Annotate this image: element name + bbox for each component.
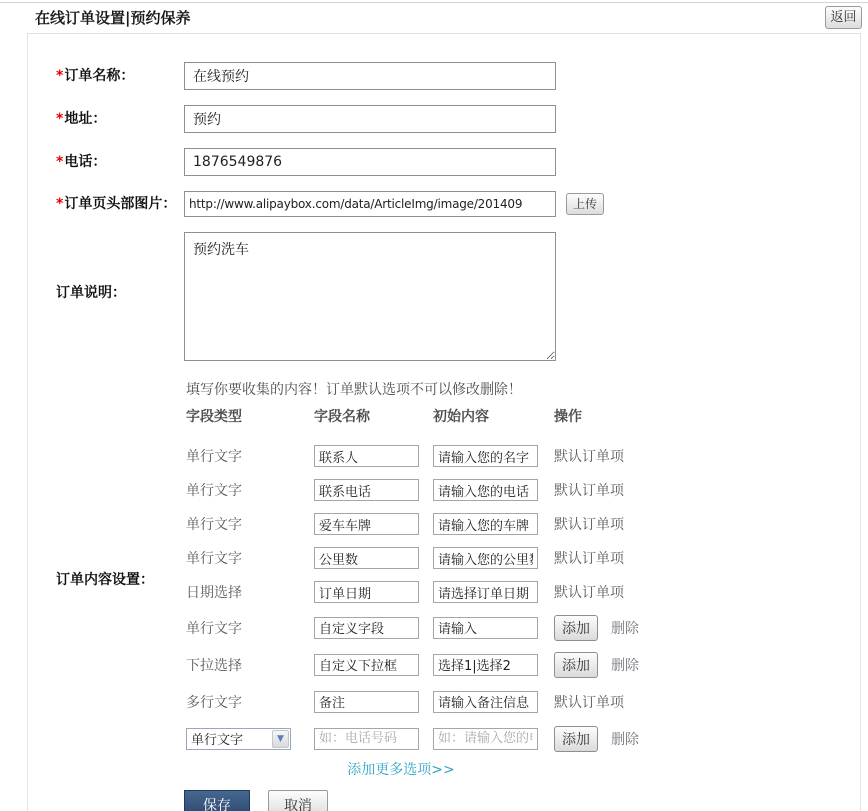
top-divider — [0, 2, 868, 3]
required-asterisk: * — [56, 154, 64, 170]
field-init-content-input[interactable] — [433, 728, 538, 750]
save-button[interactable]: 保存 — [184, 790, 250, 811]
order-name-input[interactable] — [184, 62, 556, 90]
field-name-cell — [314, 581, 433, 603]
field-name-cell — [314, 654, 433, 676]
add-button[interactable]: 添加 — [554, 652, 598, 678]
field-name-input[interactable] — [314, 691, 419, 713]
add-button[interactable]: 添加 — [554, 615, 598, 641]
delete-link[interactable]: 删除 — [611, 620, 639, 637]
field-operation-cell — [554, 446, 624, 466]
field-row — [186, 683, 651, 720]
phone-label: *电话： — [56, 154, 107, 170]
content-note: 填写你要收集的内容！订单默认选项不可以修改删除！ — [186, 382, 522, 398]
field-init-cell — [433, 727, 554, 750]
field-name-input[interactable] — [314, 581, 419, 603]
field-row — [186, 507, 651, 541]
field-operation-cell — [554, 582, 624, 602]
field-name-input[interactable] — [314, 479, 419, 501]
header-image-label: *订单页头部图片： — [56, 196, 177, 212]
field-name-input[interactable] — [314, 445, 419, 467]
address-input[interactable] — [184, 105, 556, 133]
field-row — [186, 575, 651, 609]
default-item-label: 默认订单项 — [554, 483, 624, 499]
field-init-content-input[interactable] — [433, 479, 538, 501]
field-name-cell — [314, 445, 433, 467]
field-type-label: 单行文字 — [186, 517, 242, 533]
field-type-cell — [186, 582, 314, 602]
column-header-field-name: 字段名称 — [314, 409, 370, 425]
field-type-cell — [186, 655, 314, 675]
field-row — [186, 720, 651, 757]
field-type-cell — [186, 514, 314, 534]
required-asterisk: * — [56, 111, 64, 127]
field-init-content-input[interactable] — [433, 691, 538, 713]
field-operation-cell — [554, 652, 639, 678]
field-type-cell — [186, 692, 314, 712]
field-type-cell — [186, 446, 314, 466]
field-init-content-input[interactable] — [433, 581, 538, 603]
field-type-cell — [186, 728, 314, 750]
field-name-input[interactable] — [314, 654, 419, 676]
field-operation-cell — [554, 480, 624, 500]
column-header-operation: 操作 — [554, 409, 582, 425]
field-name-cell — [314, 617, 433, 639]
field-init-cell — [433, 513, 554, 535]
order-description-input[interactable] — [184, 232, 556, 361]
column-header-field-type: 字段类型 — [186, 409, 242, 425]
field-operation-cell — [554, 692, 624, 712]
order-description-label: 订单说明： — [56, 285, 126, 301]
field-init-cell — [433, 479, 554, 501]
column-header-init-content: 初始内容 — [433, 409, 489, 425]
back-button[interactable]: 返回 — [825, 6, 862, 29]
address-label: *地址： — [56, 111, 107, 127]
fields-table-header — [186, 406, 651, 426]
chevron-down-icon: ▼ — [272, 730, 289, 748]
field-init-cell — [433, 547, 554, 569]
field-name-input[interactable] — [314, 728, 419, 750]
field-name-cell — [314, 691, 433, 713]
field-type-cell — [186, 618, 314, 638]
field-type-select-value: 单行文字 — [191, 733, 244, 748]
field-init-content-input[interactable] — [433, 513, 538, 535]
content-panel — [27, 33, 861, 811]
add-button[interactable]: 添加 — [554, 726, 598, 752]
default-item-label: 默认订单项 — [554, 585, 624, 601]
field-row — [186, 439, 651, 473]
field-name-input[interactable] — [314, 617, 419, 639]
field-type-label: 多行文字 — [186, 694, 242, 711]
field-row — [186, 473, 651, 507]
field-init-content-input[interactable] — [433, 617, 538, 639]
page-title: 在线订单设置|预约保养 — [35, 9, 191, 27]
cancel-button[interactable]: 取消 — [268, 790, 328, 811]
field-init-cell — [433, 445, 554, 467]
field-init-cell — [433, 581, 554, 603]
phone-input[interactable] — [184, 148, 556, 176]
field-name-cell — [314, 479, 433, 501]
field-type-cell — [186, 548, 314, 568]
required-asterisk: * — [56, 68, 64, 84]
field-name-cell — [314, 547, 433, 569]
field-type-cell — [186, 480, 314, 500]
field-row — [186, 541, 651, 575]
field-type-label: 单行文字 — [186, 483, 242, 499]
field-row — [186, 609, 651, 646]
default-item-label: 默认订单项 — [554, 517, 624, 533]
field-name-input[interactable] — [314, 547, 419, 569]
field-init-content-input[interactable] — [433, 445, 538, 467]
delete-link[interactable]: 删除 — [611, 731, 639, 748]
field-row — [186, 646, 651, 683]
default-item-label: 默认订单项 — [554, 694, 624, 711]
order-content-section-label: 订单内容设置： — [56, 572, 154, 588]
default-item-label: 默认订单项 — [554, 551, 624, 567]
required-asterisk: * — [56, 196, 64, 212]
delete-link[interactable]: 删除 — [611, 657, 639, 674]
header-image-url-input[interactable] — [184, 191, 556, 217]
field-name-cell — [314, 513, 433, 535]
default-item-label: 默认订单项 — [554, 449, 624, 465]
order-name-label: *订单名称： — [56, 68, 135, 84]
field-type-label: 单行文字 — [186, 551, 242, 567]
field-type-label: 日期选择 — [186, 585, 242, 601]
field-type-label: 单行文字 — [186, 620, 242, 637]
field-operation-cell — [554, 615, 639, 641]
upload-button[interactable]: 上传 — [566, 193, 604, 215]
field-type-label: 下拉选择 — [186, 657, 242, 674]
field-name-cell — [314, 727, 433, 750]
add-more-options-link[interactable]: 添加更多选项>> — [347, 762, 455, 778]
field-operation-cell — [554, 726, 639, 752]
field-init-cell — [433, 691, 554, 713]
field-operation-cell — [554, 548, 624, 568]
field-rows — [186, 439, 651, 779]
field-name-input[interactable] — [314, 513, 419, 535]
field-type-select[interactable] — [186, 728, 291, 750]
field-type-label: 单行文字 — [186, 449, 242, 465]
field-init-content-input[interactable] — [433, 654, 538, 676]
field-operation-cell — [554, 514, 624, 534]
field-init-cell — [433, 617, 554, 639]
field-init-cell — [433, 654, 554, 676]
field-init-content-input[interactable] — [433, 547, 538, 569]
